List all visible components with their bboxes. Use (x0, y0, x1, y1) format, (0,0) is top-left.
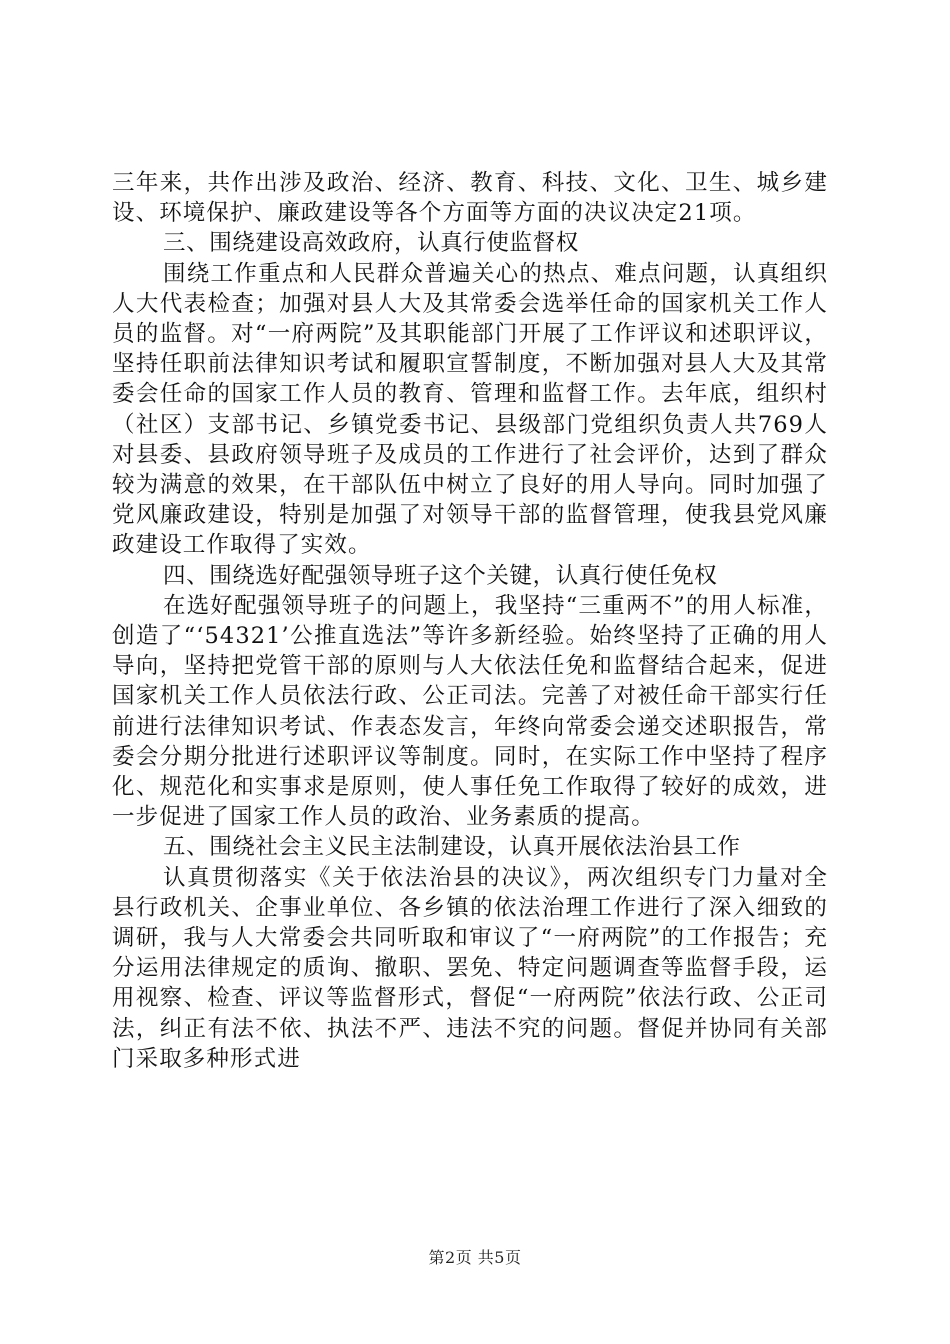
section-heading-4: 四、围绕选好配强领导班子这个关键，认真行使任免权 (163, 562, 718, 589)
paragraph-supervision: 围绕工作重点和人民群众普遍关心的热点、难点问题，认真组织人大代表检查；加强对县人大及其常委会选举任命的国家机关工作人员的监督。对“一府两院”及其职能部门开展了工作评议和述职评议，坚持任职前法律知识考试和履职宣誓制度，不断加强对县人大及其常委会任命的国家工作人员的教育、管理和监督工作。去年底，组织村（社区）支部书记、乡镇党委书记、县级部门党组织负责人共769人对县委、县政府领导班子及成员的工作进行了社会评价，达到了群众较为满意的效果，在干部队伍中树立了良好的用人导向。同时加强了党风廉政建设，特别是加强了对领导干部的监督管理，使我县党风廉政建设工作取得了实效。 (112, 260, 828, 559)
paragraph-continuation: 三年来，共作出涉及政治、经济、教育、科技、文化、卫生、城乡建设、环境保护、廉政建设等各个方面等方面的决议决定21项。 (112, 170, 828, 227)
page-footer: 第2页 共5页 (428, 1248, 522, 1267)
section-heading-3: 三、围绕建设高效政府，认真行使监督权 (163, 230, 579, 257)
paragraph-rule-of-law: 认真贯彻落实《关于依法治县的决议》，两次组织专门力量对全县行政机关、企事业单位、各乡镇的依法治理工作进行了深入细致的调研，我与人大常委会共同听取和审议了“一府两院”的工作报告；充分运用法律规定的质询、撤职、罢免、特定问题调查等监督手段，运用视察、检查、评议等监督形式，督促“一府两院”依法行政、公正司法，纠正有法不依、执法不严、违法不究的问题。督促并协同有关部门采取多种形式进 (112, 864, 828, 1072)
paragraph-appointment: 在选好配强领导班子的问题上，我坚持“三重两不”的用人标准，创造了“‘54321’公推直选法”等许多新经验。始终坚持了正确的用人导向，坚持把党管干部的原则与人大依法任免和监督结合起来，促进国家机关工作人员依法行政、公正司法。完善了对被任命干部实行任前进行法律知识考试、作表态发言，年终向常委会递交述职报告，常委会分期分批进行述职评议等制度。同时，在实际工作中坚持了程序化、规范化和实事求是原则，使人事任免工作取得了较好的成效，进一步促进了国家工作人员的政治、业务素质的提高。 (112, 592, 828, 831)
section-heading-5: 五、围绕社会主义民主法制建设，认真开展依法治县工作 (163, 834, 741, 861)
document-body (112, 168, 828, 1074)
